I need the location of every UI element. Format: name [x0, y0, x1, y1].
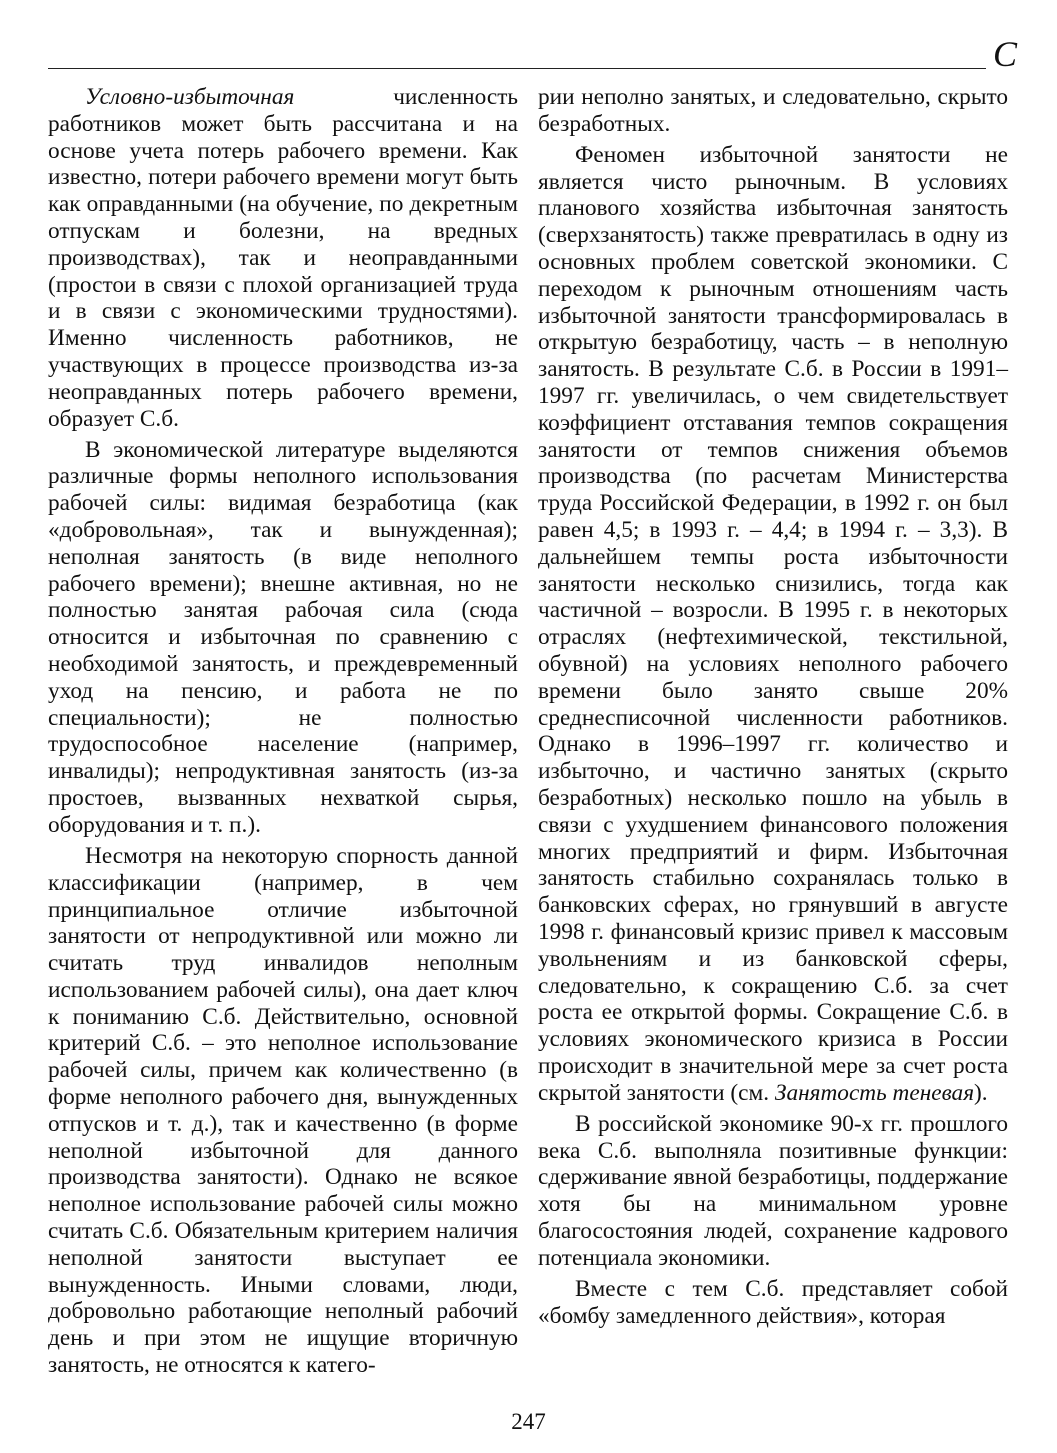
- cross-reference: Занятость теневая: [774, 1079, 975, 1106]
- paragraph: Несмотря на некоторую спорность данной классификации (например, в чем принципиальное отличие избыточной занятости от непродуктивной или можно ли считать труд инвалидов неполным использованием рабочей силы), она дает ключ к пониманию С.б. Действительно, основной критерий С.б. – это неполное использование рабочей силы, причем как количественно (в форме неполного рабочего дня, вынужденных отпусков и т. д.), так и качественно (в форме неполной избыточной для данного производства занятости). Однако не всякое неполное использование рабочей силы можно считать С.б. Обязательным критерием наличия неполной занятости выступает ее вынужденность. Иными словами, люди, добровольно работающие неполный рабочий день и при этом не ищущие вторичную занятость, не относятся к катего-: [48, 842, 518, 1379]
- paragraph: В экономической литературе выделяются различные формы неполного использования рабочей силы: видимая безработица (как «добровольная», так и вынужденная); неполная занятость (в виде неполного рабочего времени); внешне активная, но не полностью занятая рабочая сила (сюда относится и избыточная по сравнению с необходимой занятость, и преждевременный уход на пенсию, и работа не по специальности); не полностью трудоспособное население (например, инвалиды); непродуктивная занятость (из-за простоев, вызванных нехваткой сырья, оборудования и т. п.).: [48, 436, 518, 838]
- paragraph-continued: рии неполно занятых, и следовательно, скрыто безработных.: [538, 84, 1008, 137]
- paragraph: [538, 142, 1008, 1107]
- right-column: [538, 84, 1008, 1330]
- paragraph-text: Феномен избыточной занятости не является чисто рыночным. В условиях планового хозяйства избыточная занятость (сверхзанятость) также превратилась в одну из основных проблем советской экономики. С переходом к рыночным отношениям часть избыточной занятости трансформировалась в открытую безработицу, часть – в неполную занятость. В результате С.б. в России в 1991–1997 гг. увеличилась, о чем свидетельствует коэффициент отставания темпов сокращения занятости от темпов снижения объемов производства (по расчетам Министерства труда Российской Федерации, в 1992 г. он был равен 4,5; в 1993 г. – 4,4; в 1994 г. – 3,3). В дальнейшем темпы роста избыточности занятости несколько снизились, тогда как частичной – возросли. В 1995 г. в некоторых отраслях (нефтехимической, текстильной, обувной) на условиях неполного рабочего времени было занято свыше 20% среднесписочной численности работников. Однако в 1996–1997 гг. количество и избыточно, и частично занятых (скрыто безработных) несколько пошло на убыль в связи с ухудшением финансового положения многих предприятий и фирм. Избыточная занятость стабильно сохранялась только в банковских сферах, но грянувший в августе 1998 г. финансовый кризис привел к массовым увольнениям и из банковской сферы, следовательно, к сокращению С.б. за счет роста ее открытой формы. Сокращение С.б. в условиях экономического кризиса в России происходит в значительной мере за счет роста скрытой занятости (см.: [538, 141, 1008, 1106]
- left-column: [48, 84, 518, 1379]
- paragraph: В российской экономике 90-х гг. прошлого века С.б. выполняла позитивные функции: сдерживание явной безработицы, поддержание хотя бы на минимальном уровне благосостояния людей, сохранение кадрового потенциала экономики.: [538, 1110, 1008, 1271]
- running-header-letter: С: [993, 34, 1018, 74]
- header-rule: [48, 68, 986, 69]
- page-number: 247: [511, 1409, 546, 1434]
- paragraph: [48, 84, 518, 432]
- paragraph-text: численность работников может быть рассчитана и на основе учета потерь рабочего времени. Как известно, потери рабочего времени могут быть как оправданными (на обучение, по декретным отпускам и болезни, на вредных производствах), так и неоправданными (простои в связи с плохой организацией труда и в связи с экономическими трудностями). Именно численность работников, не участвующих в процессе производства из-за неоправданных потерь рабочего времени, образует С.б.: [48, 84, 518, 432]
- paragraph: Вместе с тем С.б. представляет собой «бомбу замедленного действия», которая: [538, 1275, 1008, 1329]
- paragraph-text-end: ).: [974, 1079, 988, 1106]
- italic-term: Условно-избыточная: [85, 84, 295, 110]
